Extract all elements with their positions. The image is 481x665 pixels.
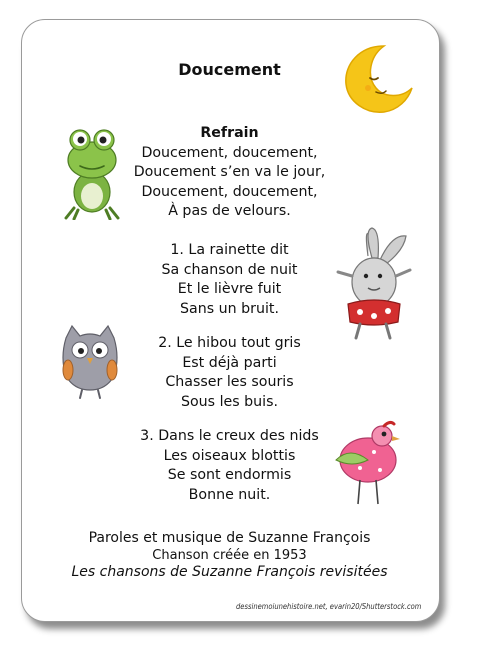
- moon-icon: [340, 42, 414, 116]
- verse-line: Se sont endormis: [167, 467, 292, 483]
- owl-icon: [58, 324, 122, 400]
- page-title: Doucement: [178, 60, 281, 79]
- verse-line: 2. Le hibou tout gris: [158, 335, 301, 351]
- verse-line: Bonne nuit.: [188, 486, 271, 503]
- verse-line: Sans un bruit.: [180, 300, 279, 317]
- verse-line: 3. Dans le creux des nids: [140, 428, 319, 444]
- rabbit-icon: [334, 226, 414, 342]
- verse-line: Et le lièvre fuit: [177, 281, 282, 297]
- verse-line: Chasser les souris: [165, 374, 294, 390]
- credits-created: Chanson créée en 1953: [152, 548, 307, 563]
- credits-authors: Paroles et musique de Suzanne François: [88, 530, 371, 546]
- copyright-notice: dessinemoiunehistoire.net, evarin20/Shutterstock.com: [236, 602, 422, 611]
- refrain-line: Doucement, doucement,: [141, 183, 318, 200]
- refrain-line: Doucement, doucement,: [141, 144, 318, 161]
- bird-icon: [328, 418, 408, 510]
- verse-line: Sa chanson de nuit: [161, 261, 298, 278]
- verse-line: Est déjà parti: [182, 354, 277, 371]
- verse-line: Sous les buis.: [181, 393, 278, 410]
- verse-line: 1. La rainette dit: [170, 242, 289, 258]
- refrain-line: À pas de velours.: [168, 203, 291, 219]
- refrain-line: Doucement s’en va le jour,: [133, 164, 326, 180]
- refrain-heading: Refrain: [200, 125, 259, 141]
- frog-icon: [60, 126, 124, 220]
- verse-line: Les oiseaux blottis: [163, 447, 296, 464]
- credits: [0, 530, 459, 581]
- credits-collection: Les chansons de Suzanne François revisitées: [71, 564, 388, 580]
